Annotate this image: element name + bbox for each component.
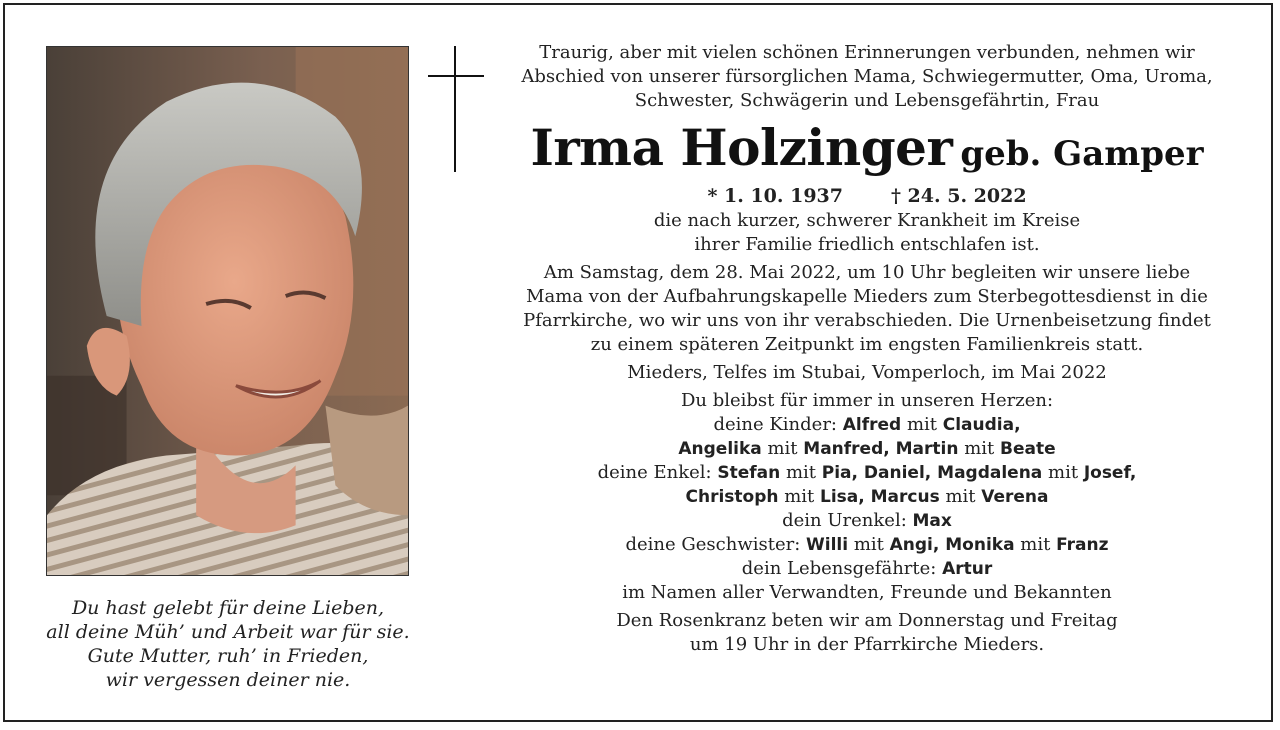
partner-line: dein Lebensgefährte: Artur (741, 558, 993, 579)
funeral-line: Pfarrkirche, wo wir uns von ihr verabschieden. Die Urnenbeisetzung findet (523, 310, 1211, 331)
funeral-line: Am Samstag, dem 28. Mai 2022, um 10 Uhr begleiten wir unsere liebe (543, 262, 1191, 283)
great-grandchild-line: dein Urenkel: Max (782, 510, 952, 531)
cross-icon (428, 46, 484, 172)
passing-line: die nach kurzer, schwerer Krankheit im Kreise (653, 210, 1081, 231)
poem (30, 596, 426, 692)
relatives-line: im Namen aller Verwandten, Freunde und Bekannten (622, 582, 1112, 603)
deceased-name: Irma Holzinger (530, 118, 953, 177)
obituary-text (492, 41, 1242, 657)
grandchildren-line: deine Enkel: Stefan mit Pia, Daniel, Magdalena mit Josef, (597, 462, 1137, 483)
portrait-photo (46, 46, 409, 576)
heart-line: Du bleibst für immer in unseren Herzen: (680, 390, 1054, 411)
funeral-line: zu einem späteren Zeitpunkt im engsten Familienkreis statt. (590, 334, 1144, 355)
place-date: Mieders, Telfes im Stubai, Vomperloch, im Mai 2022 (627, 362, 1107, 383)
passing-line: ihrer Familie friedlich entschlafen ist. (694, 234, 1040, 255)
poem-line: all deine Müh’ und Arbeit war für sie. (46, 621, 410, 643)
grandchildren-line: Christoph mit Lisa, Marcus mit Verena (685, 486, 1049, 507)
funeral-line: Mama von der Aufbahrungskapelle Mieders zum Sterbegottesdienst in die (526, 286, 1208, 307)
poem-line: wir vergessen deiner nie. (105, 669, 351, 691)
death-date: † 24. 5. 2022 (891, 185, 1027, 207)
birth-name: geb. Gamper (960, 134, 1204, 174)
rosary-line: um 19 Uhr in der Pfarrkirche Mieders. (689, 634, 1045, 655)
deceased-name-row (492, 116, 1242, 180)
intro-line: Traurig, aber mit vielen schönen Erinnerungen verbunden, nehmen wir (539, 42, 1195, 63)
intro-line: Schwester, Schwägerin und Lebensgefährtin, Frau (634, 90, 1100, 111)
poem-line: Du hast gelebt für deine Lieben, (71, 597, 385, 619)
poem-line: Gute Mutter, ruh’ in Frieden, (87, 645, 369, 667)
siblings-line: deine Geschwister: Willi mit Angi, Monika mit Franz (625, 534, 1109, 555)
intro-line: Abschied von unserer fürsorglichen Mama, Schwiegermutter, Oma, Uroma, (521, 66, 1213, 87)
birth-date: * 1. 10. 1937 (707, 185, 843, 207)
children-line: Angelika mit Manfred, Martin mit Beate (678, 438, 1056, 459)
life-dates (492, 183, 1242, 209)
rosary-line: Den Rosenkranz beten wir am Donnerstag und Freitag (616, 610, 1118, 631)
portrait-image (47, 47, 408, 575)
children-line: deine Kinder: Alfred mit Claudia, (713, 414, 1021, 435)
